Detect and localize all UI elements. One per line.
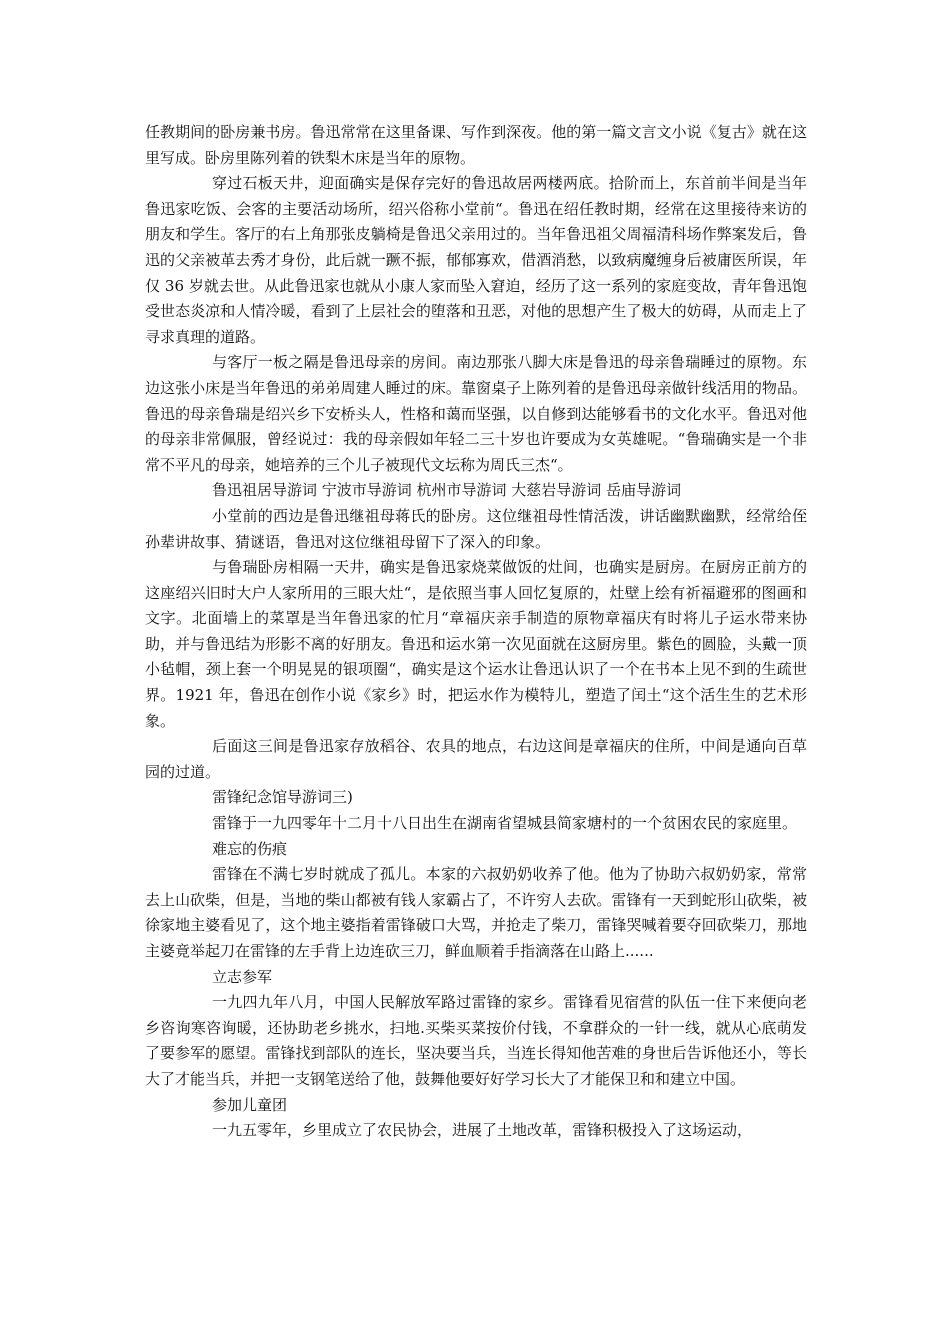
paragraph: 后面这三间是鲁迅家存放稻谷、农具的地点，右边这间是章福庆的住所，中间是通向百草园的过道。 <box>145 737 807 781</box>
paragraph: 与鲁瑞卧房相隔一天井，确实是鲁迅家烧菜做饭的灶间，也确实是厨房。在厨房正前方的这座绍兴旧时大户人家所用的三眼大灶“，是依照当事人回忆复原的，灶壁上绘有祈福避邪的图画和文字。北面墙上的菜罩是当年鲁迅家的忙月“章福庆亲手制造的原物章福庆有时将儿子运水带来协助，并与鲁迅结为形影不离的好朋友。鲁迅和运水第一次见面就在这厨房里。紫色的圆脸，头戴一顶小毡帽，颈上套一个明晃晃的银项圈“，确实是这个运水让鲁迅认识了一个在书本上见不到的生疏世界。1921 年，鲁迅在创作小说《家乡》时，把运水作为模特儿，塑造了闰土“这个活生生的艺术形象。 <box>145 558 807 730</box>
section-heading: 雷锋纪念馆导游词三) <box>212 788 353 807</box>
paragraph: 雷锋于一九四零年十二月十八日出生在湖南省望城县简家塘村的一个贫困农民的家庭里。 <box>212 814 798 833</box>
paragraph: 小堂前的西边是鲁迅继祖母蒋氏的卧房。这位继祖母性情活泼，讲话幽默幽默，经常给侄孙辈讲故事、猜谜语，鲁迅对这位继祖母留下了深入的印象。 <box>145 506 807 551</box>
paragraph: 穿过石板天井，迎面确实是保存完好的鲁迅故居两楼两底。拾阶而上，东首前半间是当年鲁迅家吃饭、会客的主要活动场所，绍兴俗称小堂前“。鲁迅在绍任教时期，经常在这里接待来访的朋友和学生。客厅的右上角那张皮躺椅是鲁迅父亲用过的。当年鲁迅祖父周福清科场作弊案发后，鲁迅的父亲被革去秀才身份，此后就一蹶不振，郁郁寡欢，借酒消愁，以致病魔缠身后被庸医所误，年仅 36 岁就去世。从此鲁迅家也就从小康人家而坠入窘迫，经历了这一系列的家庭变故，青年鲁迅饱受世态炎凉和人情冷暖，看到了上层社会的堕落和丑恶，对他的思想产生了极大的妨碍，从而走上了寻求真理的道路。 <box>145 174 807 346</box>
section-heading: 立志参军 <box>212 967 273 986</box>
paragraph: 任教期间的卧房兼书房。鲁迅常常在这里备课、写作到深夜。他的第一篇文言文小说《复古》就在这里写成。卧房里陈列着的铁梨木床是当年的原物。 <box>145 123 807 167</box>
document-body <box>145 120 807 1144</box>
paragraph: 雷锋在不满七岁时就成了孤儿。本家的六叔奶奶收养了他。他为了协助六叔奶奶家，常常去上山砍柴，但是，当地的柴山都被有钱人家霸占了，不许穷人去砍。雷锋有一天到蛇形山砍柴，被徐家地主婆看见了，这个地主婆指着雷锋破口大骂，并抢走了柴刀，雷锋哭喊着要夺回砍柴刀，那地主婆竟举起刀在雷锋的左手背上边连砍三刀，鲜血顺着手指滴落在山路上...... <box>145 865 807 960</box>
section-heading: 参加儿童团 <box>212 1095 288 1114</box>
paragraph: 与客厅一板之隔是鲁迅母亲的房间。南边那张八脚大床是鲁迅的母亲鲁瑞睡过的原物。东边这张小床是当年鲁迅的弟弟周建人睡过的床。靠窗桌子上陈列着的是鲁迅母亲做针线活用的物品。鲁迅的母亲鲁瑞是绍兴乡下安桥头人，性格和蔼而坚强，以自修到达能够看书的文化水平。鲁迅对他的母亲非常佩服，曾经说过：我的母亲假如年轻二三十岁也许要成为女英雄呢。“鲁瑞确实是一个非常不平凡的母亲，她培养的三个儿子被现代文坛称为周氏三杰“。 <box>145 353 807 474</box>
section-heading: 鲁迅祖居导游词 宁波市导游词 杭州市导游词 大慈岩导游词 岳庙导游词 <box>212 481 682 500</box>
paragraph: 一九五零年，乡里成立了农民协会，进展了土地改革，雷锋积极投入了这场运动， <box>212 1121 753 1140</box>
paragraph: 一九四九年八月，中国人民解放军路过雷锋的家乡。雷锋看见宿营的队伍一住下来便向老乡咨询寒咨询暖，还协助老乡挑水，扫地.买柴买菜按价付钱，不拿群众的一针一线，就从心底萌发了要参军的愿望。雷锋找到部队的连长，坚决要当兵，当连长得知他苦难的身世后告诉他还小，等长大了才能当兵，并把一支钢笔送给了他，鼓舞他要好好学习长大了才能保卫和和建立中国。 <box>145 993 807 1088</box>
section-heading: 难忘的伤痕 <box>212 839 288 858</box>
